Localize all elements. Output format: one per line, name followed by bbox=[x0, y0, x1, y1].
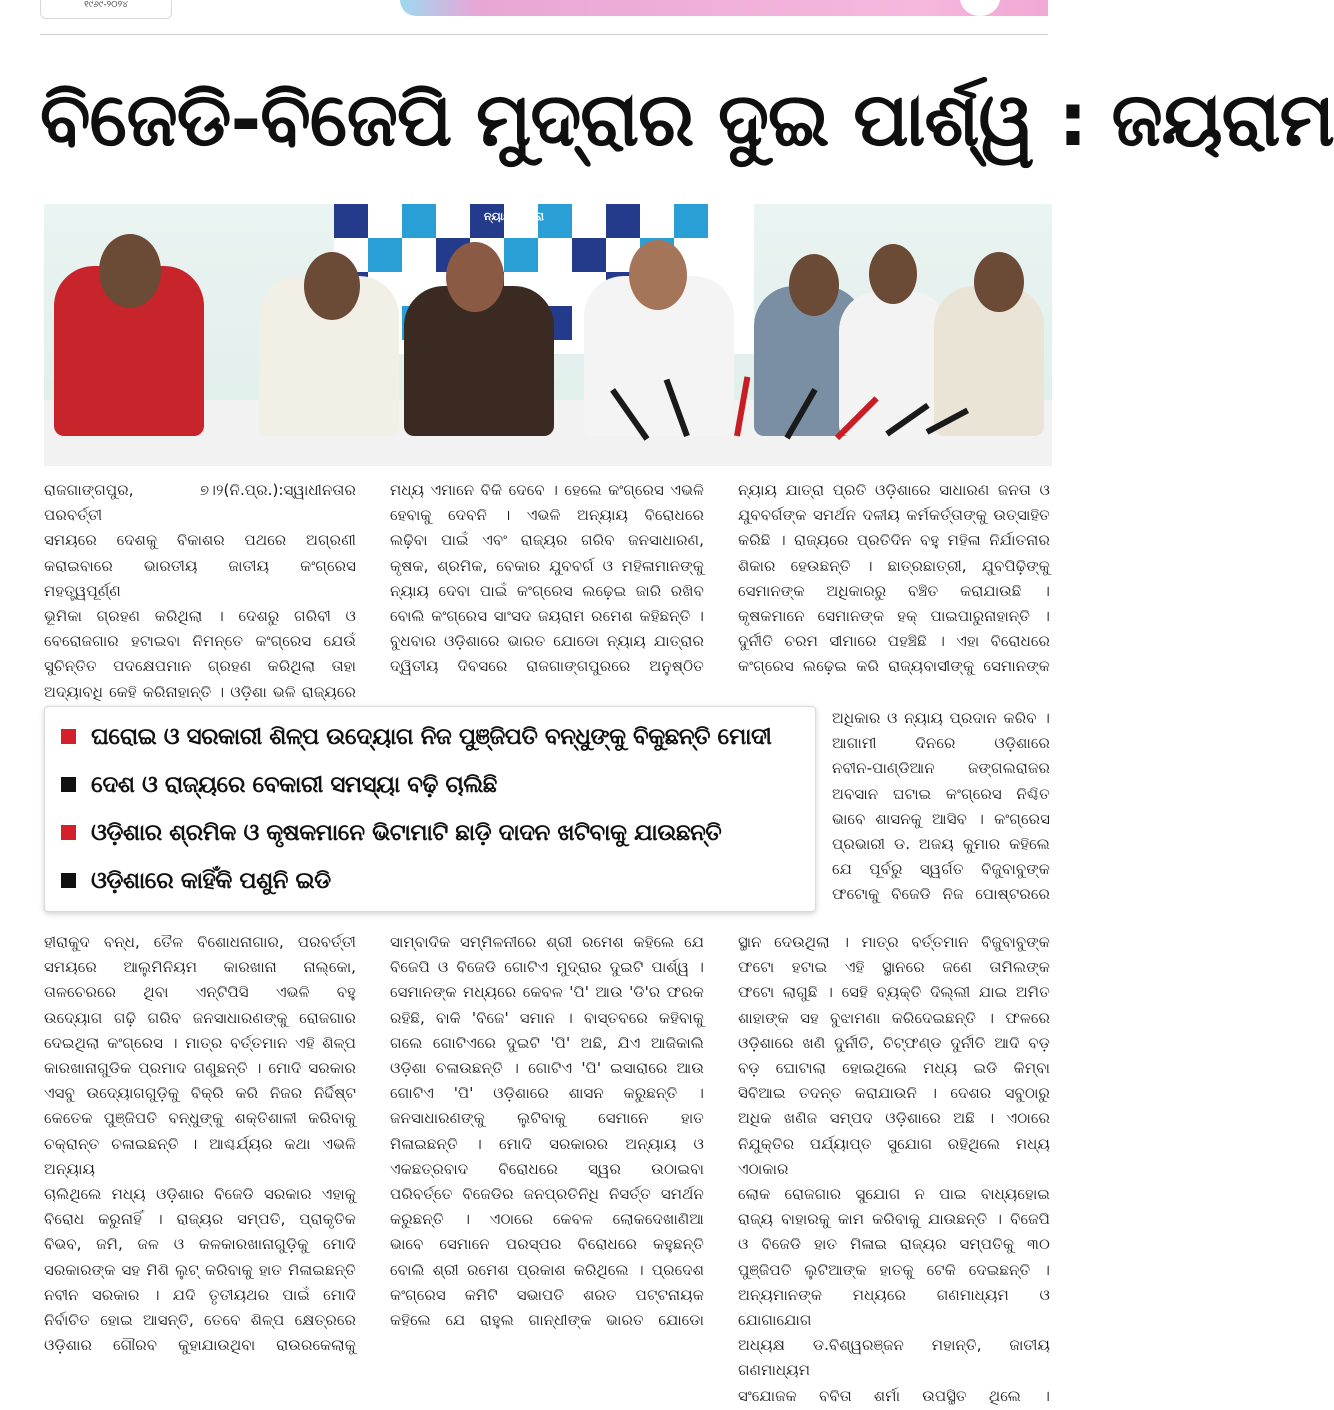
article-text-line: ଫଟୋ ଲାଗୁଛି । ସେହି ବ୍ୟକ୍ତି ଦିଲ୍ଲୀ ଯାଇ ଅମିତ bbox=[738, 983, 1050, 1002]
highlight-item: ଘରୋଇ ଓ ସରକାରୀ ଶିଳ୍ପ ଉଦ୍ୟୋଗ ନିଜ ପୁଞ୍ଜିପତି ବନ୍ଧୁଙ୍କୁ ବିକୁଛନ୍ତି ମୋଦୀ bbox=[45, 715, 815, 759]
article-column-2-bottom bbox=[390, 930, 704, 1333]
article-text-line: ଭାବେ ଶାସନକୁ ଆସିବ । କଂଗ୍ରେସ bbox=[832, 809, 1050, 828]
article-text-line: ଲଢ଼ିବା ପାଇଁ ଏବଂ ରାଜ୍ୟର ଗରିବ ଜନସାଧାରଣ, bbox=[390, 531, 704, 550]
article-text-line: କାରଖାନାଗୁଡିକ ପ୍ରମାଦ ଗଣୁଛନ୍ତି । ମୋଦି ସରକାର bbox=[44, 1059, 356, 1078]
bullet-square-icon bbox=[61, 729, 76, 744]
article-text-line: ନ୍ୟାୟ ଦେବା ପାଇଁ କଂଗ୍ରେସ ଲଢ଼େଇ ଜାରି ରଖିବ bbox=[390, 581, 704, 600]
article-text-line: କଂଗ୍ରେସ ଲଢ଼େଇ କରି ରାଜ୍ୟବାସୀଙ୍କୁ ସେମାନଙ୍କ bbox=[738, 657, 1050, 676]
article-text-line: ଉଦ୍ୟୋଗ ଗଢ଼ି ଗରିବ ଜନସାଧାରଣଙ୍କୁ ରୋଜଗାର bbox=[44, 1008, 356, 1027]
article-text-line: ନିଯୁକ୍ତିର ପର୍ଯ୍ୟାପ୍ତ ସୁଯୋଗ ରହିଥିଲେ ମଧ୍ୟ ଏଠାକାର bbox=[738, 1134, 1050, 1178]
article-text-line: ସେମାନଙ୍କ ଅଧିକାରରୁ ବଞ୍ଚିତ କରାଯାଉଛି । bbox=[738, 581, 1050, 600]
article-text-line: ମିଳାଇଛନ୍ତି । ମୋଦି ସରକାରର ଅନ୍ୟାୟ ଓ bbox=[390, 1134, 704, 1153]
article-text-line: ବୁଧବାର ଓଡ଼ିଶାରେ ଭାରତ ଯୋଡୋ ନ୍ୟାୟ ଯାତ୍ରାର bbox=[390, 632, 704, 651]
article-text-line: ଶାହାଙ୍କ ସହ ବୁଝାମଣା କରିଦେଇଛନ୍ତି । ଫଳରେ bbox=[738, 1008, 1050, 1027]
article-text-line: ଭାବେ ସେମାନେ ପରସ୍ପର ବିରୋଧରେ କହୁଛନ୍ତି bbox=[390, 1235, 704, 1254]
article-text-line: ଓଡ଼ିଶା ଚଳାଉଛନ୍ତି । ଗୋଟିଏ 'ପି' ଇସାରାରେ ଆଉ bbox=[390, 1059, 704, 1078]
article-text-line: ଏକଛତ୍ରବାଦ ବିରୋଧରେ ସ୍ୱର ଉଠାଇବା bbox=[390, 1159, 704, 1178]
article-text-line: ସରକାରଙ୍କ ସହ ମିଶି ଲୁଟ୍ କରିବାକୁ ହାତ ମିଳାଇଛନ୍ତି bbox=[44, 1260, 356, 1279]
article-column-3-top bbox=[738, 478, 1050, 680]
article-text-line: ଅବସାନ ଘଟାଇ କଂଗ୍ରେସ ନିଶ୍ଚିତ bbox=[832, 784, 1050, 803]
article-text-line: ଦୁର୍ନୀତି ଚରମ ସୀମାରେ ପହଞ୍ଚିଛି । ଏହା ବିରୋଧରେ bbox=[738, 632, 1050, 651]
banner-text: ନ୍ୟାୟ ଯାତ୍ରା bbox=[484, 210, 545, 223]
article-text-line: ପ୍ରଭାରୀ ଡ. ଅଜୟ କୁମାର କହିଲେ bbox=[832, 835, 1050, 854]
bullet-square-icon bbox=[61, 777, 76, 792]
highlight-item: ଦେଶ ଓ ରାଜ୍ୟରେ ବେକାରୀ ସମସ୍ୟା ବଢ଼ି ଚାଲିଛି bbox=[45, 763, 815, 807]
article-text-line: ସାମ୍ବାଦିକ ସମ୍ମିଳନୀରେ ଶ୍ରୀ ରମେଶ କହିଲେ ଯେ bbox=[390, 933, 704, 951]
article-text-line: ଲୋକ ରୋଜଗାର ସୁଯୋଗ ନ ପାଇ ବାଧ୍ୟହୋଇ bbox=[738, 1185, 1050, 1204]
masthead-strip bbox=[0, 0, 1080, 28]
article-text-line: ସୁଚିନ୍ତିତ ପଦକ୍ଷେପମାନ ଗ୍ରହଣ କରିଥିଲା ତାହା bbox=[44, 657, 356, 676]
article-text-line: ତାଳଚେରରେ ଥିବା ଏନ୍‌ଟିପିସି ଏଭଳି ବହୁ bbox=[44, 983, 356, 1002]
article-text-line: ପରିବର୍ତ୍ତେ ବିଜେଡିର ଜନପ୍ରତିନିଧି ନିସର୍ତ୍ତ ସମର୍ଥନ bbox=[390, 1185, 704, 1204]
article-text-line: ବିରୋଧ କରୁନାହିଁ । ରାଜ୍ୟର ସମ୍ପତି, ପ୍ରାକୃତିକ bbox=[44, 1210, 356, 1229]
article-column-3-side bbox=[832, 706, 1050, 908]
article-text-line: କଂଗ୍ରେସ କମିଟି ସଭାପତି ଶରତ ପଟ୍ଟନାୟକ bbox=[390, 1285, 704, 1304]
article-column-1-top bbox=[44, 478, 356, 730]
article-text-line: ରାଜ୍ୟ ବାହାରକୁ କାମ କରିବାକୁ ଯାଉଛନ୍ତି । ବିଜେପି bbox=[738, 1210, 1050, 1229]
article-text-line: ଦେଇଥିଲା କଂଗ୍ରେସ । ମାତ୍ର ବର୍ତ୍ତମାନ ଏହି ଶିଳ୍ପ bbox=[44, 1033, 356, 1052]
article-text-line: ଓ ବିଜେଡି ହାତ ମିଳାଇ ରାଜ୍ୟର ସମ୍ପତିକୁ ୩୦ bbox=[738, 1235, 1050, 1254]
article-text-line: ଅଧିକ ଖଣିଜ ସମ୍ପଦ ଓଡ଼ିଶାରେ ଅଛି । ଏଠାରେ bbox=[738, 1109, 1050, 1128]
article-text-line: ଗୋଟିଏ 'ପି' ଓଡ଼ିଶାରେ ଶାସନ କରୁଛନ୍ତି । bbox=[390, 1084, 704, 1103]
article-text-line: ବୋଲି କଂଗ୍ରେସ ସାଂସଦ ଜୟରାମ ରମେଶ କହିଛନ୍ତି । bbox=[390, 607, 704, 626]
article-text-line: ବିଭବ, ଜମି, ଜଳ ଓ କଳକାରଖାନାଗୁଡ଼ିକୁ ମୋଦି bbox=[44, 1235, 356, 1254]
article-text-line: ସିବିଆଇ ତଦନ୍ତ କରାଯାଉନି । ଦେଶର ସବୁଠାରୁ bbox=[738, 1084, 1050, 1103]
article-text-line: ହୀରାକୁଦ ବନ୍ଧ, ତୈଳ ବିଶୋଧନାଗାର, ପରବର୍ତ୍ତୀ bbox=[44, 933, 356, 951]
top-divider bbox=[40, 34, 1048, 35]
article-text-line: କରିଛି । ରାଜ୍ୟରେ ପ୍ରତିଦିନ ବହୁ ମହିଳା ନିର୍ଯାତନାର bbox=[738, 531, 1050, 550]
headline: ବିଜେଡି-ବିଜେପି ମୁଦ୍ରାର ଦୁଇ ପାର୍ଶ୍ୱ : ଜୟରାମ bbox=[40, 77, 1334, 163]
article-text-line: କହିଲେ ଯେ ରାହୁଲ ଗାନ୍ଧୀଙ୍କ ଭାରତ ଯୋଡୋ bbox=[390, 1311, 704, 1330]
article-text-line: ଆଗାମୀ ଦିନରେ ଓଡ଼ିଶାରେ bbox=[832, 734, 1050, 753]
article-text-line: ଅଧ୍ୟକ୍ଷ ଡ.ବିଶ୍ୱରଞ୍ଜନ ମହାନ୍ତି, ଜାତୀୟ ଗଣମାଧ୍ୟମ bbox=[738, 1336, 1050, 1380]
article-text-line: ଫଟୋ ହଟାଇ ଏହି ସ୍ଥାନରେ ଜଣେ ତାମିଲଙ୍କ bbox=[738, 958, 1050, 977]
article-text-line: ବଡ଼ ଘୋଟାଲା ହୋଇଥିଲେ ମଧ୍ୟ ଇଡି କିମ୍ବା bbox=[738, 1059, 1050, 1078]
article-text-line: ଗଲେ ଗୋଟିଏରେ ଦୁଇଟି 'ପି' ଅଛି, ଯିଏ ଆଜିକାଲି bbox=[390, 1033, 704, 1052]
article-text-line: ଚାଲିଥିଲେ ମଧ୍ୟ ଓଡ଼ିଶାର ବିଜେଡି ସରକାର ଏହାକୁ bbox=[44, 1185, 356, 1204]
article-text-line: କୃଷକମାନେ ସେମାନଙ୍କ ହକ୍ ପାଇପାରୁନାହାନ୍ତି । bbox=[738, 607, 1050, 626]
bullet-square-icon bbox=[61, 873, 76, 888]
article-text-line: ଫଟୋକୁ ବିଜେଡି ନିଜ ପୋଷ୍ଟରରେ bbox=[832, 885, 1050, 904]
article-text-line: ଯୁବବର୍ଗଙ୍କ ସମର୍ଥନ ଦଳୀୟ କର୍ମକର୍ତ୍ତାଙ୍କୁ ଉତ୍ସାହିତ bbox=[738, 506, 1050, 525]
article-text-line: ଚକ୍ରାନ୍ତ ଚଳାଇଛନ୍ତି । ଆଶ୍ଚର୍ଯ୍ୟର କଥା ଏଭଳି ଅନ୍ୟାୟ bbox=[44, 1134, 356, 1178]
article-text-line: ନିର୍ବାଚିତ ହୋଇ ଆସନ୍ତି, ତେବେ ଶିଳ୍ପ କ୍ଷେତ୍ରରେ bbox=[44, 1311, 356, 1330]
article-text-line: କୃଷକ, ଶ୍ରମିକ, ବେକାର ଯୁବବର୍ଗ ଓ ମହିଳାମାନଙ୍କୁ bbox=[390, 556, 704, 575]
masthead-logo: ୧୯୬୯-୨୦୨୪ bbox=[40, 0, 172, 19]
article-text-line: ରାଜଗାଙ୍ଗପୁର, ୭।୨(ନି.ପ୍ର.):ସ୍ୱାଧୀନତାର ପରବର୍ତ୍ତୀ bbox=[44, 481, 356, 525]
article-text-line: ରହିଛି, ବାକି 'ବିଜେ' ସମାନ । ବାସ୍ତବରେ କହିବାକୁ bbox=[390, 1008, 704, 1027]
article-text-line: କରାଇବାରେ ଭାରତୀୟ ଜାତୀୟ କଂଗ୍ରେସ ମହତ୍ତ୍ୱପୂର୍ଣ୍ଣ bbox=[44, 556, 356, 600]
article-text-line: ମଧ୍ୟ ଏମାନେ ବିକି ଦେବେ । ହେଲେ କଂଗ୍ରେସ ଏଭଳି bbox=[390, 481, 704, 499]
press-conference-photo bbox=[44, 204, 1052, 466]
article-column-3-bottom bbox=[738, 930, 1050, 1409]
article-text-line: ଓଡ଼ିଶାର ଗୌରବ କୁହାଯାଉଥିବା ରାଉରକେଲାକୁ bbox=[44, 1336, 356, 1355]
article-text-line: ଅଦ୍ୟାବଧି କେହି କରିନାହାନ୍ତି । ଓଡ଼ିଶା ଭଳି ରାଜ୍ୟରେ bbox=[44, 682, 356, 701]
highlights-box bbox=[44, 706, 816, 912]
article-text-line: ସଂଯୋଜକ ବବିତା ଶର୍ମା ଉପସ୍ଥିତ ଥିଲେ । bbox=[738, 1386, 1050, 1405]
article-text-line: ବୋଲି ଶ୍ରୀ ରମେଶ ପ୍ରକାଶ କରିଥିଲେ । ପ୍ରଦେଶ bbox=[390, 1260, 704, 1279]
article-text-line: ସମୟରେ ଦେଶକୁ ବିକାଶର ପଥରେ ଅଗ୍ରଣୀ bbox=[44, 531, 356, 550]
article-column-1-bottom bbox=[44, 930, 356, 1358]
bullet-square-icon bbox=[61, 825, 76, 840]
highlight-item: ଓଡ଼ିଶାର ଶ୍ରମିକ ଓ କୃଷକମାନେ ଭିଟାମାଟି ଛାଡ଼ି ଦାଦନ ଖଟିବାକୁ ଯାଉଛନ୍ତି bbox=[45, 811, 815, 855]
article-text-line: କରୁଛନ୍ତି । ଏଠାରେ କେବଳ ଲୋକଦେଖାଣିଆ bbox=[390, 1210, 704, 1229]
article-text-line: ଅଧିକାର ଓ ନ୍ୟାୟ ପ୍ରଦାନ କରିବ । bbox=[832, 709, 1050, 727]
article-text-line: ଏସବୁ ଉଦ୍ୟୋଗଗୁଡ଼ିକୁ ବିକ୍ରି କରି ନିଜର ନିର୍ଦ୍ଦିଷ୍ଟ bbox=[44, 1084, 356, 1103]
article-text-line: କେତେକ ପୁଞ୍ଜିପତି ବନ୍ଧୁଙ୍କୁ ଶକ୍ତିଶାଳୀ କରିବାକୁ bbox=[44, 1109, 356, 1128]
article-text-line: ସ୍ଥାନ ଦେଉଥିଲା । ମାତ୍ର ବର୍ତ୍ତମାନ ବିଜୁବାବୁଙ୍କ bbox=[738, 933, 1050, 951]
article-text-line: ଶିକାର ହେଉଛନ୍ତି । ଛାତ୍ରଛାତ୍ରୀ, ଯୁବପିଢ଼ିଙ୍କୁ bbox=[738, 556, 1050, 575]
article-text-line: ହେବାକୁ ଦେବନି । ଏଭଳି ଅନ୍ୟାୟ ବିରୋଧରେ bbox=[390, 506, 704, 525]
article-text-line: ଅନ୍ୟମାନଙ୍କ ମଧ୍ୟରେ ଗଣମାଧ୍ୟମ ଓ ଯୋଗାଯୋଗ bbox=[738, 1285, 1050, 1330]
article-text-line: ବିଜେପି ଓ ବିଜେଡି ଗୋଟିଏ ମୁଦ୍ରାର ଦୁଇଟି ପାର୍ଶ୍ୱ । bbox=[390, 958, 704, 977]
article-text-line: ସେମାନଙ୍କ ମଧ୍ୟରେ କେବଳ 'ପି' ଆଉ 'ଡି'ର ଫରକ bbox=[390, 983, 704, 1002]
article-text-line: ଦ୍ୱିତୀୟ ଦିବସରେ ରାଜଗାଙ୍ଗପୁରରେ ଅନୁଷ୍ଠିତ bbox=[390, 657, 704, 676]
article-text-line: ବେରୋଜଗାର ହଟାଇବା ନିମନ୍ତେ କଂଗ୍ରେସ ଯେଉଁ bbox=[44, 632, 356, 651]
article-text-line: ନ୍ୟାୟ ଯାତ୍ରା ପ୍ରତି ଓଡ଼ିଶାରେ ସାଧାରଣ ଜନତା ଓ bbox=[738, 481, 1050, 499]
article-text-line: ସମୟରେ ଆଲୁମିନିୟମ କାରଖାନା ନାଲ୍କୋ, bbox=[44, 958, 356, 977]
article-text-line: ଭୂମିକା ଗ୍ରହଣ କରିଥିଲା । ଦେଶରୁ ଗରିବୀ ଓ bbox=[44, 607, 356, 626]
article-text-line: ପୁଞ୍ଜିପତି ଲୁଟିଆଙ୍କ ହାତକୁ ଟେକି ଦେଇଛନ୍ତି । bbox=[738, 1260, 1050, 1279]
article-text-line: ଯେ ପୂର୍ବରୁ ସ୍ୱର୍ଗତ ବିଜୁବାବୁଙ୍କ bbox=[832, 860, 1050, 879]
masthead-color-band bbox=[400, 0, 1048, 16]
highlight-item: ଓଡ଼ିଶାରେ କାହିଁକି ପଶୁନି ଇଡି bbox=[45, 859, 815, 903]
article-text-line: ଓଡ଼ିଶାରେ ଖଣି ଦୁର୍ନୀତି, ଚିଟ୍‌ଫଣ୍ଡ ଦୁର୍ନୀତି ଆଦି ବଡ଼ bbox=[738, 1033, 1050, 1052]
article-column-2-top bbox=[390, 478, 704, 680]
article-text-line: ଜନସାଧାରଣଙ୍କୁ ଲୁଟିବାକୁ ସେମାନେ ହାତ bbox=[390, 1109, 704, 1128]
article-text-line: ନବୀନ-ପାଣ୍ଡିଆନ ଜଙ୍ଗଲରାଜର bbox=[832, 759, 1050, 778]
article-text-line: ନବୀନ ସରକାର । ଯଦି ତୃତୀୟଥର ପାଇଁ ମୋଦି bbox=[44, 1285, 356, 1304]
